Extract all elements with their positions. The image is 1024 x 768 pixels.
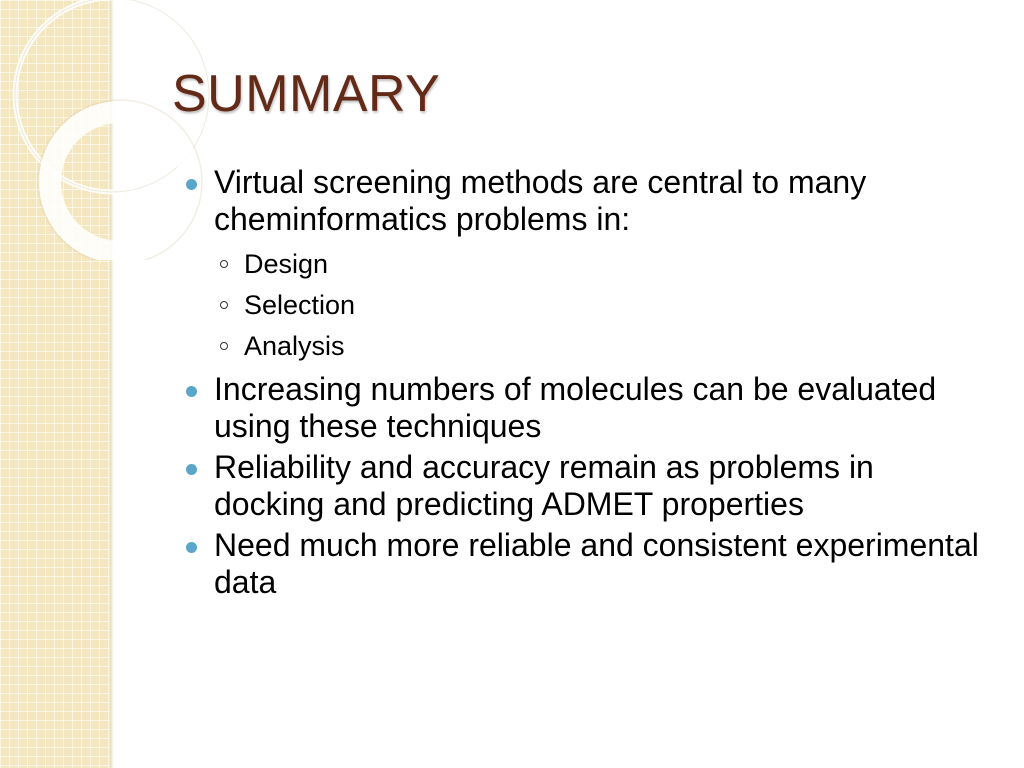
hollow-circle-icon bbox=[220, 342, 228, 350]
filled-circle-icon bbox=[186, 464, 197, 475]
hollow-circle-icon bbox=[220, 260, 228, 268]
sub-bullet-text: Analysis bbox=[244, 331, 345, 361]
bullet-text: Reliability and accuracy remain as problems in docking and predicting ADMET properties bbox=[214, 449, 874, 522]
sub-bullet-list bbox=[214, 244, 992, 367]
bullet-text: Need much more reliable and consistent experimental data bbox=[214, 527, 979, 600]
bullet-item bbox=[182, 164, 992, 367]
hollow-circle-icon bbox=[220, 301, 228, 309]
bullet-item bbox=[182, 371, 992, 445]
filled-circle-icon bbox=[186, 542, 197, 553]
filled-circle-icon bbox=[186, 386, 197, 397]
sub-bullet-text: Selection bbox=[244, 290, 356, 320]
sub-bullet-item bbox=[214, 285, 992, 326]
bullet-list bbox=[182, 164, 992, 601]
bullet-text: Virtual screening methods are central to many cheminformatics problems in: bbox=[214, 164, 867, 237]
sub-bullet-item bbox=[214, 244, 992, 285]
bullet-content bbox=[182, 164, 992, 605]
slide-title: SUMMARY bbox=[172, 65, 441, 123]
sub-bullet-item bbox=[214, 326, 992, 367]
sub-bullet-text: Design bbox=[244, 249, 329, 279]
bullet-item bbox=[182, 527, 992, 601]
bullet-text: Increasing numbers of molecules can be evaluated using these techniques bbox=[214, 371, 937, 444]
bullet-item bbox=[182, 449, 992, 523]
filled-circle-icon bbox=[186, 179, 197, 190]
